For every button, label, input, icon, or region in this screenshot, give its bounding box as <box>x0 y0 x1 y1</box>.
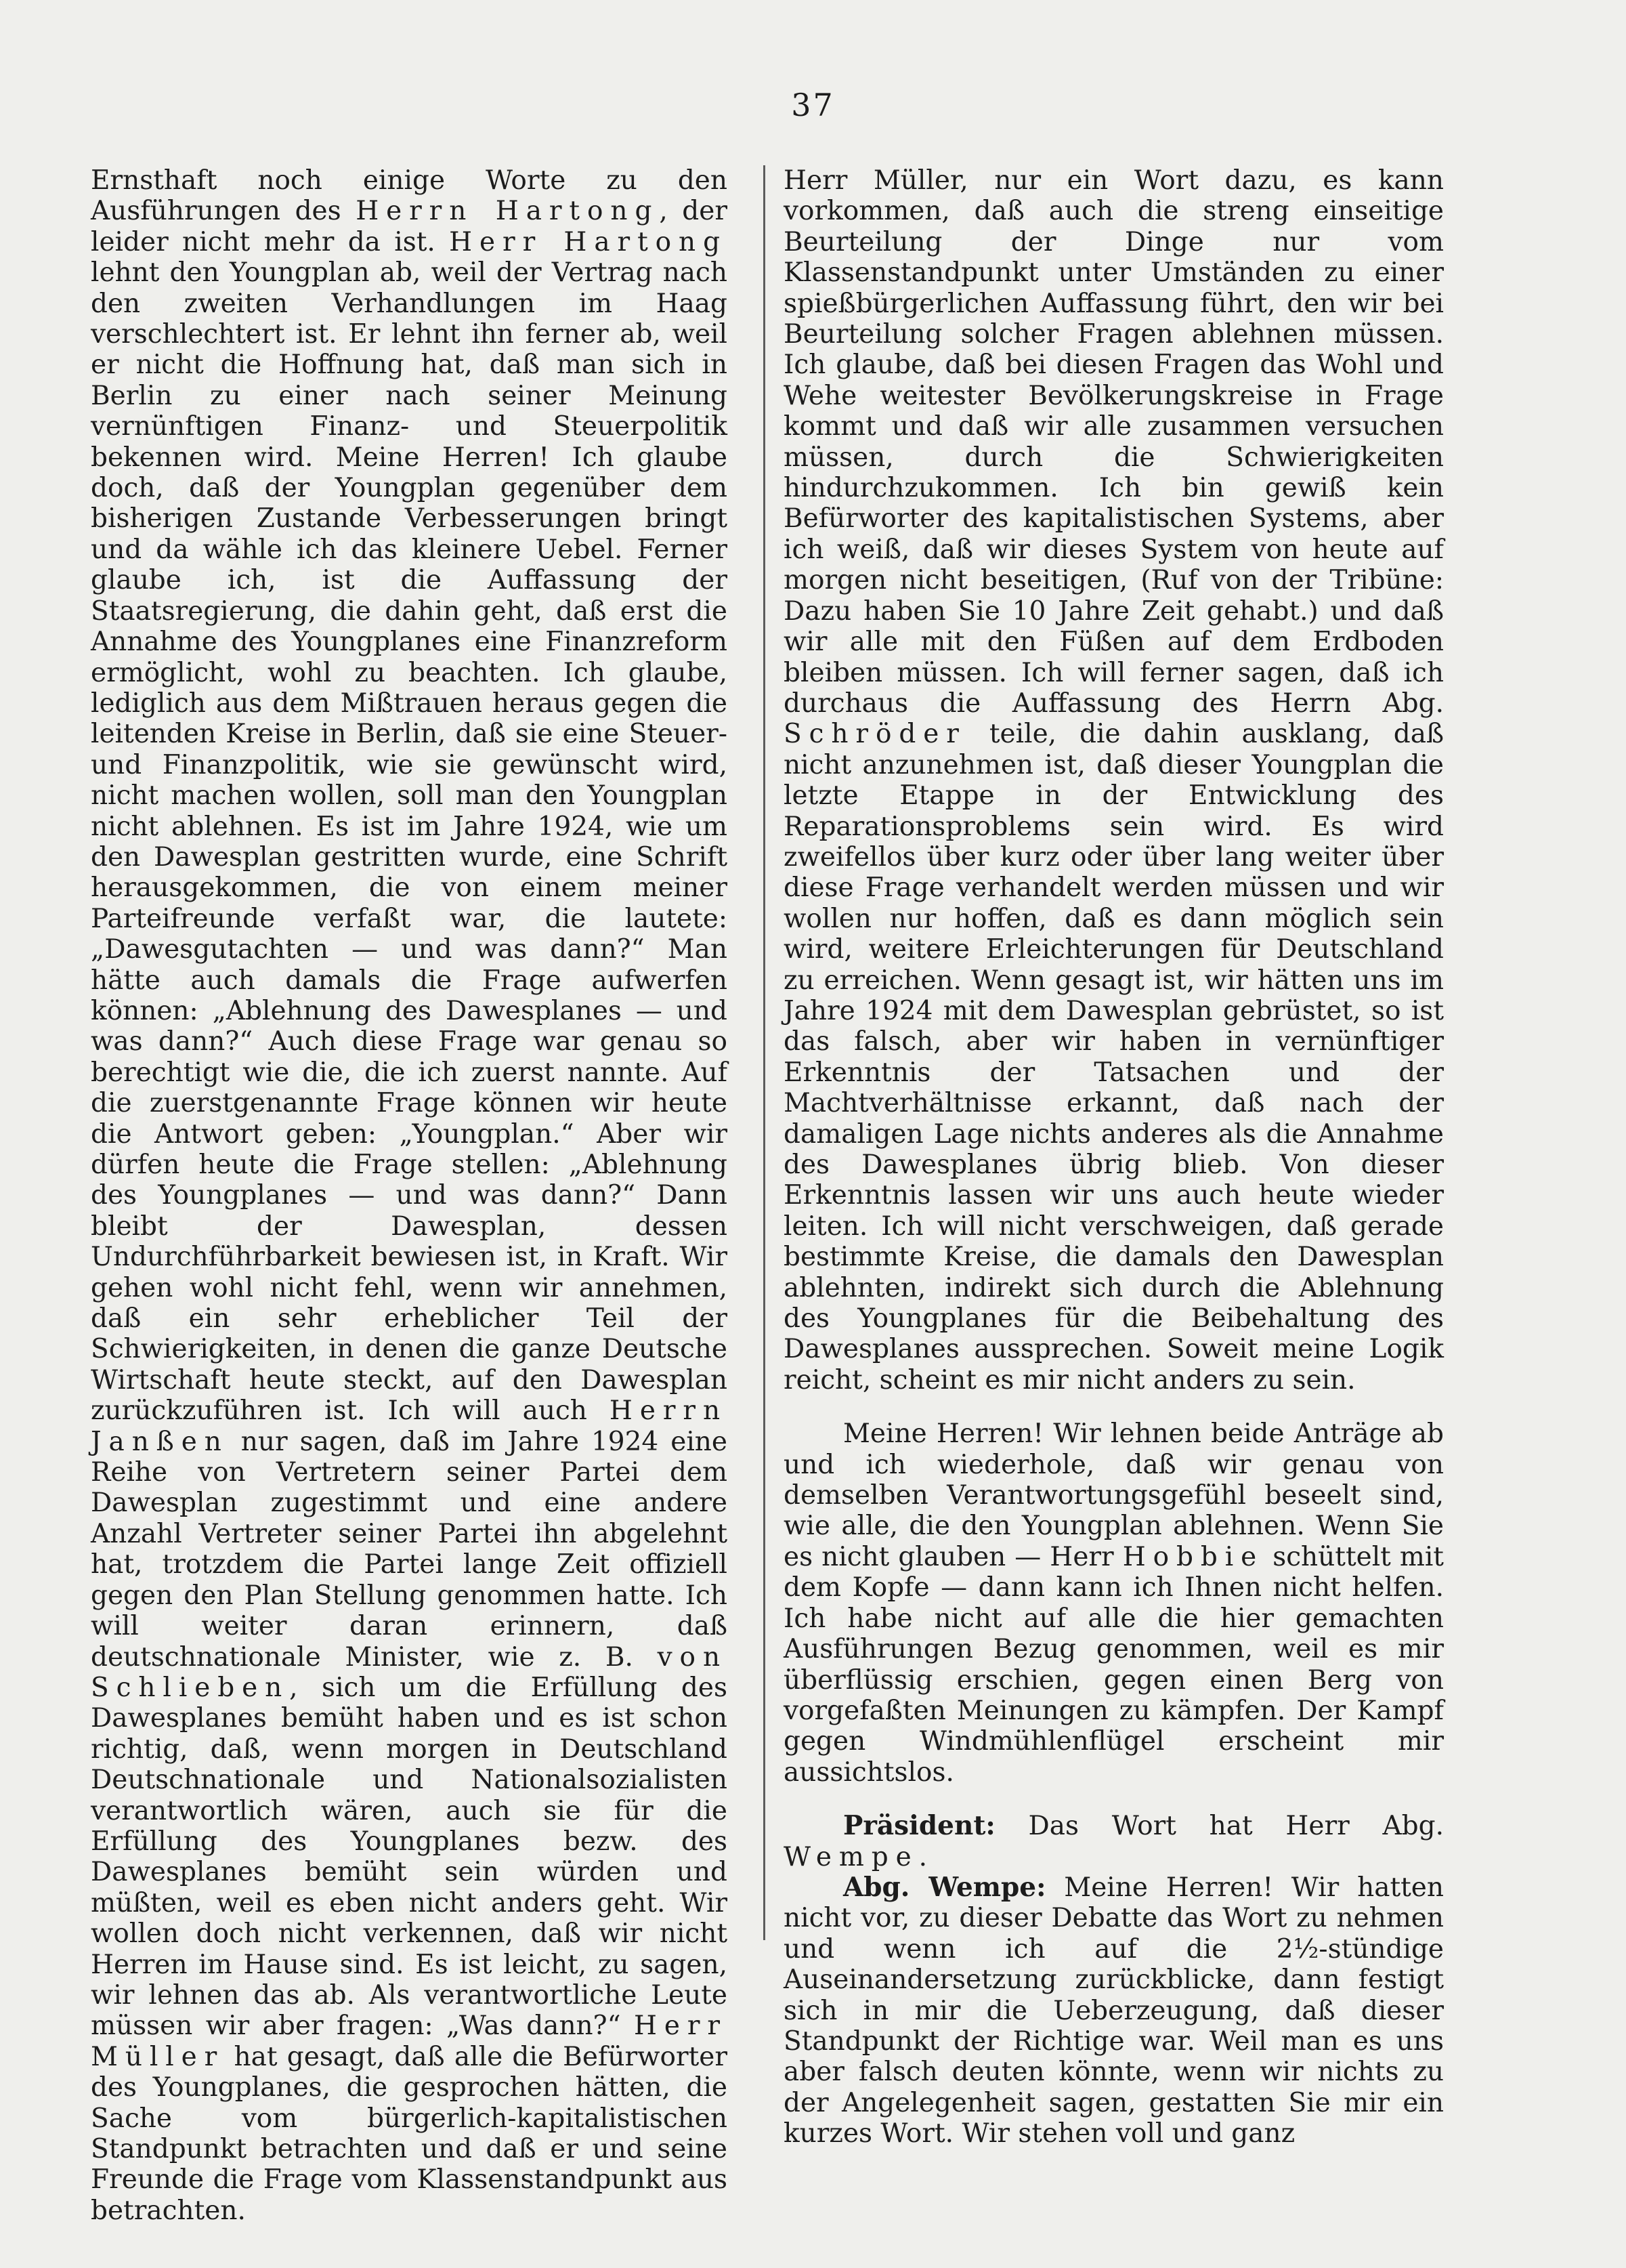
paragraph: Herr Müller, nur ein Wort dazu, es kann vorkommen, daß auch die streng einseitige Beurteilung der Dinge nur vom Klassenstandpunkt unter Umständen zu einer spießbürgerlichen Auffassung führt, den wir bei Beurteilung solcher Fragen ablehnen müssen. Ich glaube, daß bei diesen Fragen das Wohl und Wehe weitester Bevölkerungskreise in Frage kommt und daß wir alle zusammen versuchen müssen, durch die Schwierigkeiten hindurchzukommen. Ich bin gewiß kein Befürworter des kapitalistischen Systems, aber ich weiß, daß wir dieses System von heute auf morgen nicht beseitigen, (Ruf von der Tribüne: Dazu haben Sie 10 Jahre Zeit gehabt.) und daß wir alle mit den Füßen auf dem Erdboden bleiben müssen. Ich will ferner sagen, daß ich durchaus die Auffassung des Herrn Abg. Schröder teile, die dahin ausklang, daß nicht anzunehmen ist, daß dieser Youngplan die letzte Etappe in der Entwicklung des Reparationsproblems sein wird. Es wird zweifellos über kurz oder über lang weiter über diese Frage verhandelt werden müssen und wir wollen nur hoffen, daß es dann möglich sein wird, weitere Erleichterungen für Deutschland zu erreichen. Wenn gesagt ist, wir hätten uns im Jahre 1924 mit dem Dawesplan gebrüstet, so ist das falsch, aber wir haben in vernünftiger Erkenntnis der Tatsachen und der Machtverhältnisse erkannt, daß nach der damaligen Lage nichts anderes als die Annahme des Dawesplanes übrig blieb. Von dieser Erkenntnis lassen wir uns auch heute wieder leiten. Ich will nicht verschweigen, daß gerade bestimmte Kreise, die damals den Dawesplan ablehnten, indirekt sich durch die Ablehnung des Youngplanes für die Beibehaltung des Dawesplanes aussprechen. Soweit meine Logik reicht, scheint es mir nicht anders zu sein. <box>784 165 1444 1395</box>
spaced-name: Schröder <box>784 719 966 750</box>
speaker-label: Abg. Wempe: <box>843 1871 1046 1903</box>
spaced-name: Herrn Janßen <box>91 1395 727 1457</box>
spaced-name: Herr Müller <box>91 2011 727 2072</box>
spaced-name: Wempe <box>784 1841 919 1872</box>
column-divider <box>763 165 765 1940</box>
right-column <box>784 165 1444 2149</box>
spaced-name: von Schlieben <box>91 1641 727 1703</box>
left-column <box>91 165 727 2226</box>
paragraph: Ernsthaft noch einige Worte zu den Ausführungen des Herrn Hartong, der leider nicht mehr da ist. Herr Hartong lehnt den Youngplan ab, weil der Vertrag nach den zweiten Verhandlungen im Haag verschlechtert ist. Er lehnt ihn ferner ab, weil er nicht die Hoffnung hat, daß man sich in Berlin zu einer nach seiner Meinung vernünftigen Finanz- und Steuerpolitik bekennen wird. Meine Herren! Ich glaube doch, daß der Youngplan gegenüber dem bisherigen Zustande Verbesserungen bringt und da wähle ich das kleinere Uebel. Ferner glaube ich, ist die Auffassung der Staatsregierung, die dahin geht, daß erst die Annahme des Youngplanes eine Finanzreform ermöglicht, wohl zu beachten. Ich glaube, lediglich aus dem Mißtrauen heraus gegen die leitenden Kreise in Berlin, daß sie eine Steuer- und Finanzpolitik, wie sie gewünscht wird, nicht machen wollen, soll man den Youngplan nicht ablehnen. Es ist im Jahre 1924, wie um den Dawesplan gestritten wurde, eine Schrift herausgekommen, die von einem meiner Parteifreunde verfaßt war, die lautete: „Dawesgutachten — und was dann?“ Man hätte auch damals die Frage aufwerfen können: „Ablehnung des Dawesplanes — und was dann?“ Auch diese Frage war genau so berechtigt wie die, die ich zuerst nannte. Auf die zuerstgenannte Frage können wir heute die Antwort geben: „Youngplan.“ Aber wir dürfen heute die Frage stellen: „Ablehnung des Youngplanes — und was dann?“ Dann bleibt der Dawesplan, dessen Undurchführbarkeit bewiesen ist, in Kraft. Wir gehen wohl nicht fehl, wenn wir annehmen, daß ein sehr erheblicher Teil der Schwierigkeiten, in denen die ganze Deutsche Wirtschaft heute steckt, auf den Dawesplan zurückzuführen ist. Ich will auch Herrn Janßen nur sagen, daß im Jahre 1924 eine Reihe von Vertretern seiner Partei dem Dawesplan zugestimmt und eine andere Anzahl Vertreter seiner Partei ihn abgelehnt hat, trotzdem die Partei lange Zeit offiziell gegen den Plan Stellung genommen hatte. Ich will weiter daran erinnern, daß deutschnationale Minister, wie z. B. von Schlieben, sich um die Erfüllung des Dawesplanes bemüht haben und es ist schon richtig, daß, wenn morgen in Deutschland Deutschnationale und Nationalsozialisten verantwortlich wären, auch sie für die Erfüllung des Youngplanes bezw. des Dawesplanes bemüht sein würden und müßten, weil es eben nicht anders geht. Wir wollen doch nicht verkennen, daß wir nicht Herren im Hause sind. Es ist leicht, zu sagen, wir lehnen das ab. Als verantwortliche Leute müssen wir aber fragen: „Was dann?“ Herr Müller hat gesagt, daß alle die Befürworter des Youngplanes, die gesprochen hätten, die Sache vom bürgerlich-kapitalistischen Standpunkt betrachten und daß er und seine Freunde die Frage vom Klassenstandpunkt aus betrachten. <box>91 165 727 2226</box>
speaker-paragraph: Abg. Wempe: Meine Herren! Wir hatten nicht vor, zu dieser Debatte das Wort zu nehmen und wenn ich auf die 2½-stündige Auseinandersetzung zurückblicke, dann festigt sich in mir die Ueberzeugung, daß dieser Standpunkt der Richtige war. Weil man es uns aber falsch deuten könnte, wenn wir nichts zu der Angelegenheit sagen, gestatten Sie mir ein kurzes Wort. Wir stehen voll und ganz <box>784 1871 1444 2149</box>
spaced-name: Herr Hartong <box>449 226 727 257</box>
paragraph: Meine Herren! Wir lehnen beide Anträge ab und ich wiederhole, daß wir genau von demselben Verantwortungsgefühl beseelt sind, wie alle, die den Youngplan ablehnen. Wenn Sie es nicht glauben — Herr Hobbie schüttelt mit dem Kopfe — dann kann ich Ihnen nicht helfen. Ich habe nicht auf alle die hier gemachten Ausführungen Bezug genommen, weil es mir überflüssig erschien, gegen einen Berg von vorgefaßten Meinungen zu kämpfen. Der Kampf gegen Windmühlenflügel erscheint mir aussichtslos. <box>784 1419 1444 1788</box>
spaced-name: Herrn Hartong <box>356 196 660 227</box>
page-number: 37 <box>791 87 835 123</box>
speaker-paragraph: Präsident: Das Wort hat Herr Abg. Wempe. <box>784 1810 1444 1872</box>
spaced-name: Hobbie <box>1122 1541 1264 1572</box>
speaker-label: Präsident: <box>843 1810 996 1842</box>
